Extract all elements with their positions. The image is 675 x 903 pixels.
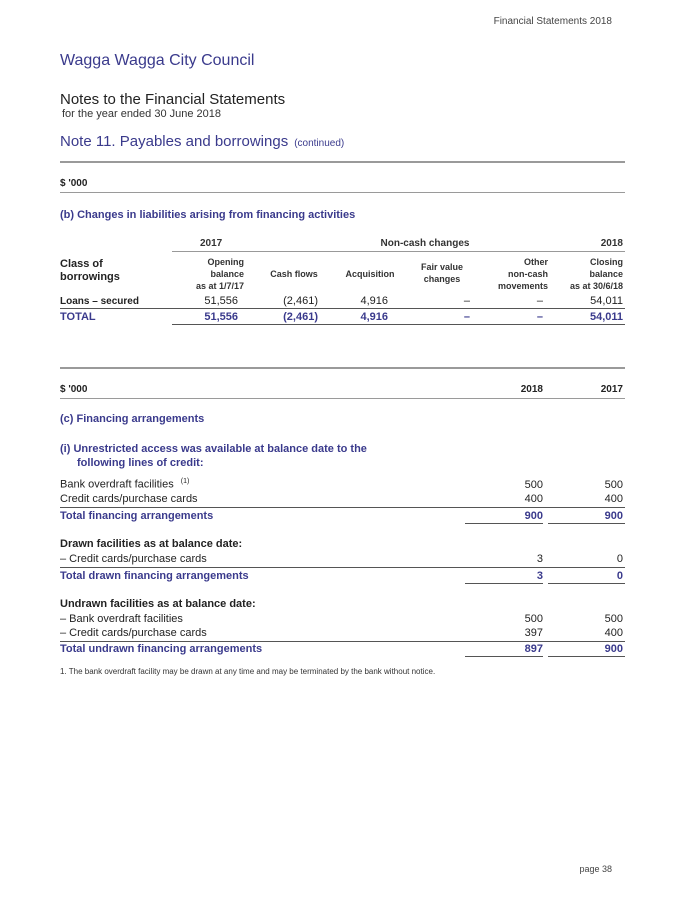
cell-other: –: [536, 295, 543, 307]
notes-title: Notes to the Financial Statements: [60, 91, 286, 108]
total-acquisition: 4,916: [360, 311, 388, 323]
divider: [60, 161, 625, 163]
total-label: Total drawn financing arrangements: [60, 570, 249, 582]
total-other: –: [536, 311, 543, 323]
total-underline: [548, 583, 625, 584]
total-underline: [465, 583, 543, 584]
total-2018: 897: [524, 643, 543, 655]
cell-2017: 500: [604, 613, 623, 625]
divider: [172, 251, 625, 252]
cell-acquisition: 4,916: [360, 295, 388, 307]
column-header-fair-value: Fair value changes: [420, 262, 464, 284]
column-header-class: Class of borrowings: [60, 258, 120, 283]
total-underline: [465, 656, 543, 657]
period-subtitle: for the year ended 30 June 2018: [62, 108, 222, 120]
row-divider: [60, 567, 625, 568]
cell-2018: 500: [524, 613, 543, 625]
section-b-title: (b) Changes in liabilities arising from financing activities: [60, 209, 356, 221]
total-label: Total financing arrangements: [60, 510, 214, 522]
row-label: – Credit cards/purchase cards: [60, 553, 207, 565]
total-fair-value: –: [463, 311, 470, 323]
undrawn-heading: Undrawn facilities as at balance date:: [60, 598, 256, 610]
total-label: Total undrawn financing arrangements: [60, 643, 263, 655]
section-c-subtitle-line2: following lines of credit:: [77, 457, 204, 469]
cell-2018: 397: [524, 627, 543, 639]
cell-2017: 400: [604, 493, 623, 505]
cell-2017: 400: [604, 627, 623, 639]
note-title-suffix: (continued): [294, 138, 345, 149]
footnote-ref: (1): [180, 478, 190, 485]
cell-2018: 400: [524, 493, 543, 505]
section-c-subtitle-line1: (i) Unrestricted access was available at balance date to the: [60, 443, 367, 455]
footnote: 1. The bank overdraft facility may be drawn at any time and may be terminated by the bank without notice.: [60, 667, 436, 676]
cell-2017: 500: [604, 479, 623, 491]
cell-2017: 0: [616, 553, 623, 565]
section-c-title: (c) Financing arrangements: [60, 413, 205, 425]
unit-label: $ '000: [60, 384, 88, 395]
cell-cash-flows: (2,461): [283, 295, 318, 307]
group-header-non-cash: Non-cash changes: [380, 238, 470, 249]
total-underline: [548, 523, 625, 524]
running-header: Financial Statements 2018: [493, 16, 612, 27]
group-header-2017: 2017: [200, 238, 223, 249]
divider: [60, 367, 625, 369]
column-header-cash-flows: Cash flows: [270, 269, 318, 279]
total-underline: [172, 324, 625, 325]
column-header-other: Other non-cash movements: [497, 257, 548, 291]
organisation-name: Wagga Wagga City Council: [60, 52, 255, 69]
total-2018: 900: [524, 510, 543, 522]
group-header-2018: 2018: [600, 238, 623, 249]
cell-opening: 51,556: [204, 295, 238, 307]
row-label: – Credit cards/purchase cards: [60, 627, 207, 639]
drawn-heading: Drawn facilities as at balance date:: [60, 538, 243, 550]
column-header-2017: 2017: [600, 384, 623, 395]
row-label: Loans – secured: [60, 296, 139, 307]
row-divider: [60, 308, 625, 309]
unit-label: $ '000: [60, 178, 88, 189]
total-opening: 51,556: [204, 311, 238, 323]
total-2017: 900: [604, 510, 623, 522]
total-underline: [548, 656, 625, 657]
total-underline: [465, 523, 543, 524]
total-closing: 54,011: [589, 311, 623, 323]
page-number: page 38: [579, 864, 612, 874]
cell-fair-value: –: [463, 295, 470, 307]
divider: [60, 192, 625, 193]
cell-2018: 3: [536, 553, 543, 565]
total-label: TOTAL: [60, 311, 96, 323]
column-header-acquisition: Acquisition: [345, 269, 395, 279]
cell-closing: 54,011: [590, 295, 623, 307]
column-header-opening: Opening balance as at 1/7/17: [195, 257, 244, 291]
row-label: – Bank overdraft facilities: [60, 613, 183, 625]
row-divider: [60, 507, 625, 508]
divider: [60, 398, 625, 399]
cell-2018: 500: [524, 479, 543, 491]
total-2017: 0: [616, 570, 623, 582]
column-header-2018: 2018: [520, 384, 543, 395]
column-header-closing: Closing balance as at 30/6/18: [569, 257, 623, 291]
total-2018: 3: [536, 570, 543, 582]
row-divider: [60, 641, 625, 642]
note-title-text: Note 11. Payables and borrowings: [60, 133, 289, 150]
row-label: Credit cards/purchase cards: [60, 493, 198, 505]
row-label: Bank overdraft facilities $^{(1)}$: [60, 478, 190, 491]
total-2017: 900: [604, 643, 623, 655]
total-cash-flows: (2,461): [283, 311, 318, 323]
note-title: [60, 133, 344, 150]
